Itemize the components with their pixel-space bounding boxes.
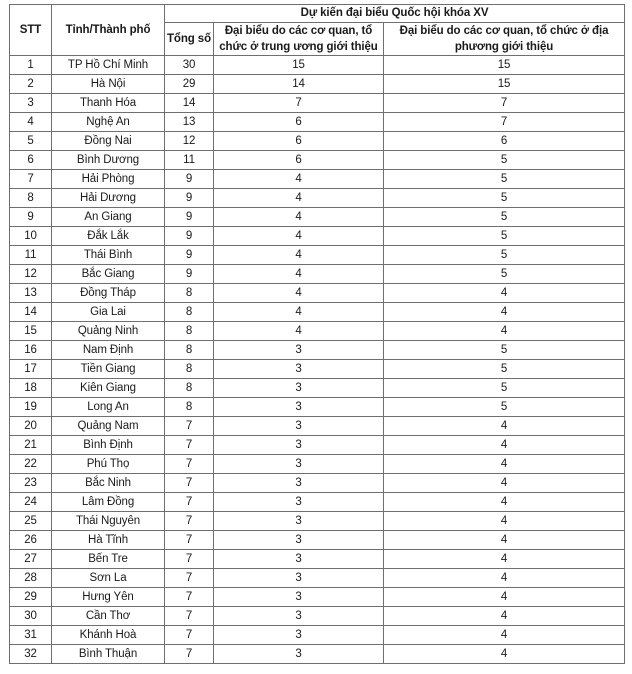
cell-total: 7 — [165, 645, 214, 664]
cell-central: 3 — [214, 341, 384, 360]
cell-central: 3 — [214, 417, 384, 436]
cell-city: Bắc Giang — [52, 265, 165, 284]
cell-total: 7 — [165, 531, 214, 550]
table-row — [10, 512, 625, 531]
cell-city: Bắc Ninh — [52, 474, 165, 493]
cell-city: Bình Định — [52, 436, 165, 455]
cell-local: 4 — [384, 455, 625, 474]
cell-city: Đồng Nai — [52, 132, 165, 151]
cell-local: 5 — [384, 151, 625, 170]
cell-central: 3 — [214, 588, 384, 607]
cell-total: 12 — [165, 132, 214, 151]
cell-central: 4 — [214, 322, 384, 341]
cell-city: Đồng Tháp — [52, 284, 165, 303]
cell-local: 5 — [384, 189, 625, 208]
cell-city: Hải Phòng — [52, 170, 165, 189]
header-total: Tổng số — [165, 23, 214, 56]
cell-stt: 15 — [10, 322, 52, 341]
header-local: Đại biểu do các cơ quan, tổ chức ở địa phương giới thiệu — [384, 23, 625, 56]
cell-central: 4 — [214, 265, 384, 284]
cell-local: 4 — [384, 512, 625, 531]
table-row — [10, 113, 625, 132]
table-header — [10, 5, 625, 56]
cell-stt: 22 — [10, 455, 52, 474]
cell-city: Hà Tĩnh — [52, 531, 165, 550]
delegate-allocation-table — [9, 4, 625, 664]
cell-central: 4 — [214, 170, 384, 189]
cell-total: 7 — [165, 455, 214, 474]
cell-total: 8 — [165, 379, 214, 398]
cell-stt: 4 — [10, 113, 52, 132]
cell-stt: 23 — [10, 474, 52, 493]
cell-local: 4 — [384, 550, 625, 569]
table-row — [10, 379, 625, 398]
cell-central: 3 — [214, 531, 384, 550]
cell-central: 3 — [214, 455, 384, 474]
cell-total: 30 — [165, 56, 214, 75]
table-row — [10, 569, 625, 588]
cell-total: 29 — [165, 75, 214, 94]
cell-total: 14 — [165, 94, 214, 113]
table-row — [10, 189, 625, 208]
cell-total: 8 — [165, 341, 214, 360]
cell-central: 4 — [214, 246, 384, 265]
table-row — [10, 56, 625, 75]
cell-local: 4 — [384, 417, 625, 436]
cell-central: 3 — [214, 398, 384, 417]
table-row — [10, 170, 625, 189]
cell-stt: 27 — [10, 550, 52, 569]
cell-local: 5 — [384, 265, 625, 284]
cell-stt: 26 — [10, 531, 52, 550]
cell-local: 4 — [384, 284, 625, 303]
cell-total: 8 — [165, 303, 214, 322]
cell-total: 13 — [165, 113, 214, 132]
cell-local: 4 — [384, 626, 625, 645]
cell-city: Hà Nội — [52, 75, 165, 94]
cell-stt: 20 — [10, 417, 52, 436]
cell-central: 3 — [214, 550, 384, 569]
cell-local: 4 — [384, 322, 625, 341]
cell-city: Long An — [52, 398, 165, 417]
table-row — [10, 417, 625, 436]
cell-total: 7 — [165, 493, 214, 512]
cell-stt: 28 — [10, 569, 52, 588]
header-city: Tỉnh/Thành phố — [52, 5, 165, 56]
cell-stt: 14 — [10, 303, 52, 322]
cell-local: 5 — [384, 246, 625, 265]
table-row — [10, 75, 625, 94]
cell-central: 4 — [214, 284, 384, 303]
cell-stt: 18 — [10, 379, 52, 398]
table-row — [10, 341, 625, 360]
cell-local: 4 — [384, 303, 625, 322]
cell-central: 3 — [214, 436, 384, 455]
cell-central: 3 — [214, 626, 384, 645]
cell-local: 5 — [384, 379, 625, 398]
cell-local: 4 — [384, 531, 625, 550]
cell-city: Thái Nguyên — [52, 512, 165, 531]
table-row — [10, 265, 625, 284]
cell-city: Nghệ An — [52, 113, 165, 132]
cell-city: Khánh Hoà — [52, 626, 165, 645]
cell-total: 7 — [165, 588, 214, 607]
header-central: Đại biểu do các cơ quan, tổ chức ở trung ương giới thiệu — [214, 23, 384, 56]
cell-local: 6 — [384, 132, 625, 151]
table-row — [10, 322, 625, 341]
cell-central: 3 — [214, 607, 384, 626]
table-row — [10, 645, 625, 664]
cell-stt: 2 — [10, 75, 52, 94]
table-row — [10, 493, 625, 512]
cell-total: 9 — [165, 170, 214, 189]
cell-local: 7 — [384, 113, 625, 132]
cell-stt: 13 — [10, 284, 52, 303]
cell-city: Hải Dương — [52, 189, 165, 208]
table-row — [10, 151, 625, 170]
cell-city: Bình Thuận — [52, 645, 165, 664]
table-row — [10, 455, 625, 474]
table-row — [10, 607, 625, 626]
cell-central: 4 — [214, 227, 384, 246]
cell-local: 4 — [384, 607, 625, 626]
cell-total: 8 — [165, 398, 214, 417]
cell-city: TP Hồ Chí Minh — [52, 56, 165, 75]
table-row — [10, 436, 625, 455]
table-row — [10, 360, 625, 379]
cell-central: 3 — [214, 360, 384, 379]
cell-total: 7 — [165, 569, 214, 588]
delegate-table-container — [9, 4, 625, 664]
cell-stt: 9 — [10, 208, 52, 227]
cell-stt: 31 — [10, 626, 52, 645]
table-row — [10, 132, 625, 151]
cell-stt: 16 — [10, 341, 52, 360]
cell-city: Bình Dương — [52, 151, 165, 170]
cell-city: Tiền Giang — [52, 360, 165, 379]
cell-total: 7 — [165, 626, 214, 645]
cell-central: 6 — [214, 113, 384, 132]
cell-total: 8 — [165, 322, 214, 341]
cell-city: Quảng Nam — [52, 417, 165, 436]
cell-stt: 8 — [10, 189, 52, 208]
cell-central: 15 — [214, 56, 384, 75]
cell-stt: 5 — [10, 132, 52, 151]
cell-central: 3 — [214, 474, 384, 493]
cell-stt: 25 — [10, 512, 52, 531]
cell-city: Hưng Yên — [52, 588, 165, 607]
cell-central: 3 — [214, 379, 384, 398]
cell-stt: 29 — [10, 588, 52, 607]
table-row — [10, 94, 625, 113]
cell-total: 7 — [165, 474, 214, 493]
cell-city: Lâm Đồng — [52, 493, 165, 512]
cell-total: 7 — [165, 550, 214, 569]
cell-local: 5 — [384, 170, 625, 189]
cell-local: 5 — [384, 227, 625, 246]
cell-stt: 10 — [10, 227, 52, 246]
cell-central: 3 — [214, 493, 384, 512]
cell-local: 5 — [384, 341, 625, 360]
cell-total: 9 — [165, 227, 214, 246]
cell-stt: 24 — [10, 493, 52, 512]
cell-stt: 1 — [10, 56, 52, 75]
cell-local: 7 — [384, 94, 625, 113]
cell-local: 15 — [384, 56, 625, 75]
cell-local: 4 — [384, 493, 625, 512]
cell-stt: 3 — [10, 94, 52, 113]
cell-total: 7 — [165, 417, 214, 436]
table-row — [10, 227, 625, 246]
cell-city: Gia Lai — [52, 303, 165, 322]
cell-stt: 11 — [10, 246, 52, 265]
cell-stt: 30 — [10, 607, 52, 626]
cell-total: 9 — [165, 246, 214, 265]
cell-central: 6 — [214, 151, 384, 170]
cell-local: 4 — [384, 474, 625, 493]
table-row — [10, 531, 625, 550]
cell-local: 4 — [384, 588, 625, 607]
header-group: Dự kiến đại biểu Quốc hội khóa XV — [165, 5, 625, 23]
cell-central: 4 — [214, 208, 384, 227]
header-stt: STT — [10, 5, 52, 56]
cell-stt: 21 — [10, 436, 52, 455]
cell-central: 4 — [214, 189, 384, 208]
cell-total: 9 — [165, 265, 214, 284]
cell-local: 5 — [384, 208, 625, 227]
cell-city: Cần Thơ — [52, 607, 165, 626]
cell-stt: 6 — [10, 151, 52, 170]
table-row — [10, 626, 625, 645]
cell-local: 5 — [384, 398, 625, 417]
cell-stt: 17 — [10, 360, 52, 379]
cell-city: Thái Bình — [52, 246, 165, 265]
cell-stt: 32 — [10, 645, 52, 664]
cell-local: 4 — [384, 645, 625, 664]
table-body — [10, 56, 625, 664]
table-row — [10, 474, 625, 493]
cell-city: Thanh Hóa — [52, 94, 165, 113]
cell-local: 4 — [384, 436, 625, 455]
cell-city: Quảng Ninh — [52, 322, 165, 341]
cell-local: 15 — [384, 75, 625, 94]
cell-city: Bến Tre — [52, 550, 165, 569]
cell-city: Kiên Giang — [52, 379, 165, 398]
table-row — [10, 246, 625, 265]
table-row — [10, 208, 625, 227]
cell-city: Sơn La — [52, 569, 165, 588]
cell-city: Nam Định — [52, 341, 165, 360]
cell-central: 3 — [214, 569, 384, 588]
cell-stt: 12 — [10, 265, 52, 284]
table-row — [10, 303, 625, 322]
cell-total: 8 — [165, 284, 214, 303]
cell-stt: 7 — [10, 170, 52, 189]
cell-central: 3 — [214, 645, 384, 664]
cell-total: 7 — [165, 512, 214, 531]
cell-local: 4 — [384, 569, 625, 588]
cell-central: 4 — [214, 303, 384, 322]
cell-city: An Giang — [52, 208, 165, 227]
cell-total: 8 — [165, 360, 214, 379]
cell-total: 7 — [165, 607, 214, 626]
cell-central: 14 — [214, 75, 384, 94]
table-row — [10, 284, 625, 303]
cell-total: 9 — [165, 189, 214, 208]
cell-total: 11 — [165, 151, 214, 170]
table-row — [10, 398, 625, 417]
cell-total: 9 — [165, 208, 214, 227]
cell-city: Đắk Lắk — [52, 227, 165, 246]
cell-city: Phú Thọ — [52, 455, 165, 474]
table-row — [10, 550, 625, 569]
cell-stt: 19 — [10, 398, 52, 417]
table-row — [10, 588, 625, 607]
cell-local: 5 — [384, 360, 625, 379]
cell-central: 3 — [214, 512, 384, 531]
cell-central: 6 — [214, 132, 384, 151]
cell-central: 7 — [214, 94, 384, 113]
cell-total: 7 — [165, 436, 214, 455]
